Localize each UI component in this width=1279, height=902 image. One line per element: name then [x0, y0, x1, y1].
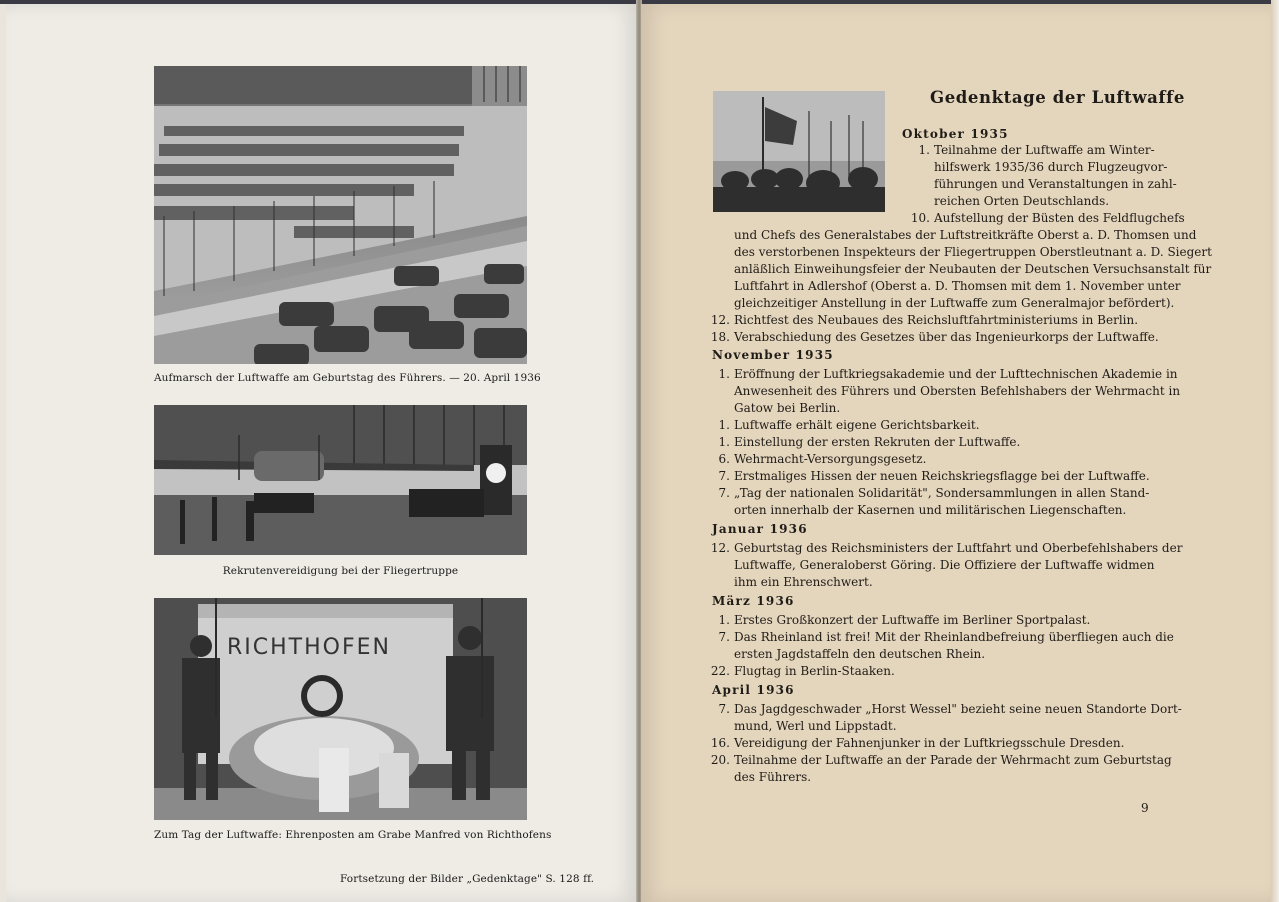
entry-number: 10.	[910, 211, 930, 225]
monument-inscription: RICHTHOFEN	[227, 635, 391, 660]
entry-text: Luftwaffe erhält eigene Gerichtsbarkeit.	[734, 418, 980, 432]
entry-number: 1.	[718, 613, 730, 627]
entry-text: ersten Jagdstaffeln den deutschen Rhein.	[734, 647, 986, 661]
entry-text: und Chefs des Generalstabes der Luftstreitkräfte Oberst a. D. Thomsen und	[734, 228, 1197, 242]
month-heading-mar-1936: März 1936	[712, 594, 795, 608]
entry-text: anläßlich Einweihungsfeier der Neubauten der Deutschen Versuchsanstalt für	[734, 262, 1212, 276]
page-number: 9	[1141, 801, 1149, 815]
entry-number: 6.	[718, 452, 730, 466]
month-heading-nov-1935: November 1935	[712, 348, 834, 362]
entry-text: reichen Orten Deutschlands.	[934, 194, 1110, 208]
photo-caption-richthofen: Zum Tag der Luftwaffe: Ehrenposten am Grabe Manfred von Richthofens	[154, 829, 552, 841]
entry-number: 12.	[710, 541, 730, 555]
entry-text: Vereidigung der Fahnenjunker in der Luftkriegsschule Dresden.	[734, 736, 1125, 750]
entry-text: Teilnahme der Luftwaffe an der Parade der Wehrmacht zum Geburtstag	[734, 753, 1172, 767]
right-edge	[1271, 0, 1279, 902]
entry-text: Erstes Großkonzert der Luftwaffe im Berliner Sportpalast.	[734, 613, 1091, 627]
photo-recruit-oath	[154, 405, 527, 555]
entry-text: Einstellung der ersten Rekruten der Luftwaffe.	[734, 435, 1021, 449]
entry-text: ihm ein Ehrenschwert.	[734, 575, 873, 589]
entry-text: Anwesenheit des Führers und Obersten Befehlshabers der Wehrmacht in	[734, 384, 1181, 398]
photo-richthofen-grave	[154, 598, 527, 820]
entry-text: Gatow bei Berlin.	[734, 401, 841, 415]
entry-text: gleichzeitiger Anstellung in der Luftwaffe zum Generalmajor befördert).	[734, 296, 1175, 310]
entry-number: 22.	[710, 664, 730, 678]
entry-number: 16.	[710, 736, 730, 750]
entry-text: Richtfest des Neubaues des Reichsluftfahrtministeriums in Berlin.	[734, 313, 1139, 327]
month-heading-oct-1935: Oktober 1935	[902, 127, 1009, 141]
entry-number: 1.	[718, 435, 730, 449]
month-heading-apr-1936: April 1936	[712, 683, 795, 697]
photo-caption-recruits: Rekrutenvereidigung bei der Fliegertruppe	[222, 565, 459, 577]
entry-text: hilfswerk 1935/36 durch Flugzeugvor-	[934, 160, 1168, 174]
entry-number: 7.	[718, 630, 730, 644]
entry-text: des verstorbenen Inspekteurs der Fliegertruppen Oberstleutnant a. D. Siegert	[734, 245, 1212, 259]
entry-number: 1.	[918, 143, 930, 157]
entry-text: des Führers.	[734, 770, 812, 784]
entry-number: 1.	[718, 367, 730, 381]
entry-text: „Tag der nationalen Solidarität", Sondersammlungen in allen Stand-	[734, 486, 1150, 500]
entry-number: 7.	[718, 486, 730, 500]
page-title: Gedenktage der Luftwaffe	[930, 88, 1185, 107]
month-heading-jan-1936: Januar 1936	[712, 522, 808, 536]
entry-text: Flugtag in Berlin-Staaken.	[734, 664, 895, 678]
entry-text: Aufstellung der Büsten des Feldflugchefs	[934, 211, 1185, 225]
entry-number: 20.	[710, 753, 730, 767]
entry-text: Geburtstag des Reichsministers der Luftfahrt und Oberbefehlshabers der	[734, 541, 1183, 555]
entry-text: orten innerhalb der Kasernen und militärischen Liegenschaften.	[734, 503, 1127, 517]
entry-number: 18.	[710, 330, 730, 344]
photo-parade-vehicles	[154, 66, 527, 364]
entry-number: 1.	[718, 418, 730, 432]
entry-text: Das Jagdgeschwader „Horst Wessel" bezieht seine neuen Standorte Dort-	[734, 702, 1182, 716]
entry-number: 12.	[710, 313, 730, 327]
entry-text: Luftfahrt in Adlershof (Oberst a. D. Thomsen mit dem 1. November unter	[734, 279, 1181, 293]
photo-flag-soldiers	[713, 91, 885, 212]
entry-text: führungen und Veranstaltungen in zahl-	[934, 177, 1177, 191]
entry-text: Eröffnung der Luftkriegsakademie und der Lufttechnischen Akademie in	[734, 367, 1178, 381]
entry-text: Erstmaliges Hissen der neuen Reichskriegsflagge bei der Luftwaffe.	[734, 469, 1150, 483]
entry-number: 7.	[718, 702, 730, 716]
entry-text: mund, Werl und Lippstadt.	[734, 719, 897, 733]
entry-text: Teilnahme der Luftwaffe am Winter-	[934, 143, 1155, 157]
entry-text: Verabschiedung des Gesetzes über das Ingenieurkorps der Luftwaffe.	[734, 330, 1159, 344]
left-footer-note: Fortsetzung der Bilder „Gedenktage" S. 128 ff.	[340, 873, 595, 885]
entry-text: Wehrmacht-Versorgungsgesetz.	[734, 452, 927, 466]
entry-text: Das Rheinland ist frei! Mit der Rheinlandbefreiung überfliegen auch die	[734, 630, 1174, 644]
photo-caption-parade: Aufmarsch der Luftwaffe am Geburtstag des Führers. — 20. April 1936	[154, 372, 541, 384]
entry-text: Luftwaffe, Generaloberst Göring. Die Offiziere der Luftwaffe widmen	[734, 558, 1155, 572]
entry-number: 7.	[718, 469, 730, 483]
